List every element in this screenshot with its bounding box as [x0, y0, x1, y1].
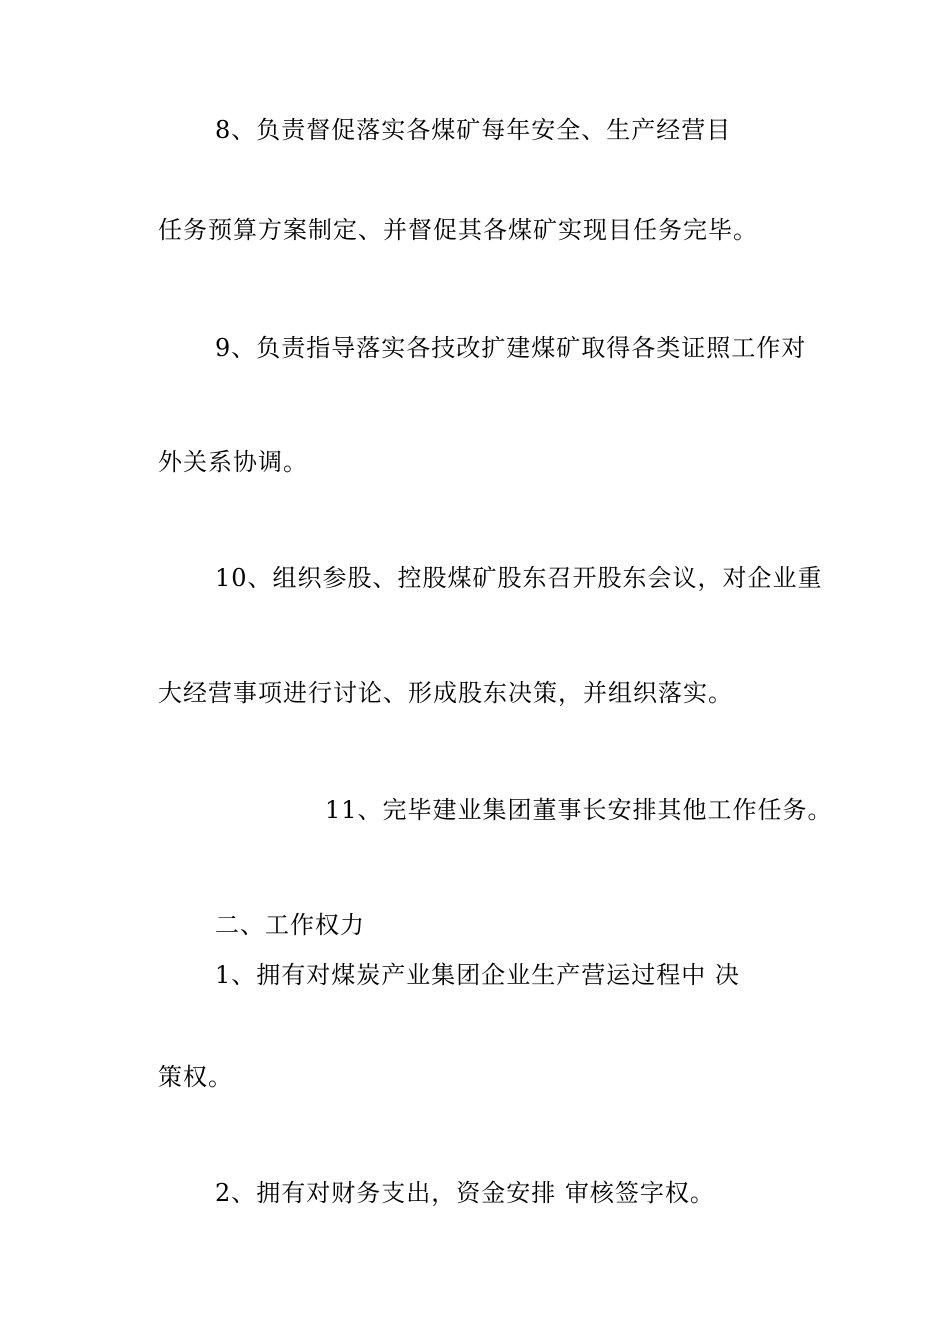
paragraph-line: 1、拥有对煤炭产业集团企业生产营运过程中 决	[215, 961, 740, 989]
paragraph-line: 任务预算方案制定、并督促其各煤矿实现目任务完毕。	[158, 216, 758, 244]
section-heading: 二、工作权力	[215, 911, 365, 939]
paragraph-line: 10、组织参股、控股煤矿股东召开股东会议，对企业重	[215, 564, 823, 592]
paragraph-line: 外关系协调。	[158, 448, 308, 476]
paragraph-line: 2、拥有对财务支出，资金安排 审核签字权。	[215, 1179, 715, 1207]
paragraph-line: 8、负责督促落实各煤矿每年安全、生产经营目	[215, 116, 732, 144]
paragraph-line: 策权。	[158, 1063, 233, 1091]
paragraph-line: 11、完毕建业集团董事长安排其他工作任务。	[325, 796, 833, 824]
paragraph-line: 大经营事项进行讨论、形成股东决策，并组织落实。	[158, 679, 733, 707]
paragraph-line: 9、负责指导落实各技改扩建煤矿取得各类证照工作对	[215, 334, 807, 362]
